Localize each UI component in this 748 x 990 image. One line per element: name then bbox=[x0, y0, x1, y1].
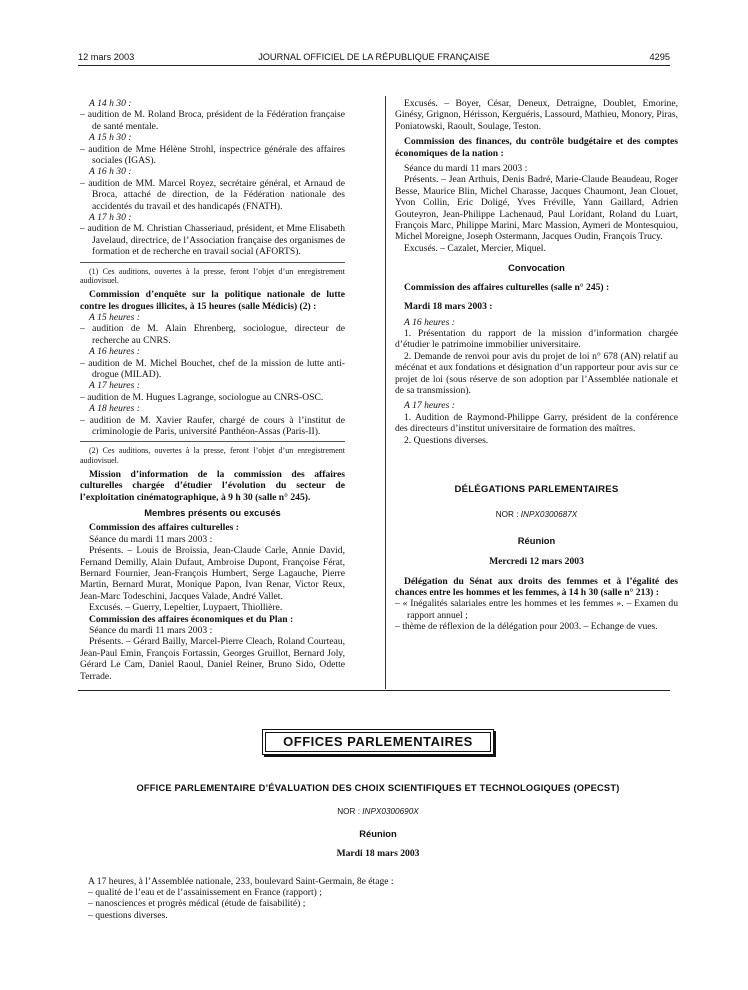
header-date: 12 mars 2003 bbox=[78, 52, 135, 62]
agenda-item: 1. Présentation du rapport de la mission d’information chargée d’étudier le patrimoine immobilier universitaire. bbox=[395, 327, 678, 351]
agenda-item: – audition de M. Christian Chasseriaud, président, et Mme Elisabeth Javelaud, directrice, de l’Association française des organismes de formation et de recherche en travail social (AFORTS). bbox=[80, 223, 345, 258]
mission-title: Mission d’information de la commission des affaires culturelles chargée d’étudier l’évolution du secteur de l’exploitation cinématographique, à 9 h 30 (salle n° 245). bbox=[80, 468, 345, 503]
commission-title: Commission des finances, du contrôle budgétaire et des comptes économiques de la nation : bbox=[395, 136, 678, 159]
agenda-item: – audition de Mme Hélène Strohl, inspectrice générale des affaires sociales (IGAS). bbox=[80, 143, 345, 167]
seance-date: Séance du mardi 11 mars 2003 : bbox=[89, 533, 213, 545]
delegations-heading: DÉLÉGATIONS PARLEMENTAIRES bbox=[454, 483, 619, 495]
agenda-item: – thème de réflexion de la délégation pour 2003. – Echange de vues. bbox=[395, 621, 658, 633]
header-journal-title: JOURNAL OFFICIEL DE LA RÉPUBLIQUE FRANÇAISE bbox=[258, 52, 490, 62]
delegation-title: Délégation du Sénat aux droits des femmes et à l’égalité des chances entre les hommes et les femmes, à 14 h 30 (salle n° 213) : bbox=[395, 575, 678, 598]
reunion-heading: Réunion bbox=[359, 827, 397, 839]
seance-date: Séance du mardi 11 mars 2003 : bbox=[89, 625, 213, 637]
time-label: A 17 h 30 : bbox=[89, 212, 132, 224]
reunion-heading: Réunion bbox=[517, 534, 556, 546]
present-list: Présents. – Gérard Bailly, Marcel-Pierre Cleach, Roland Courteau, Jean-Paul Emin, François Fortassin, Georges Gruillot, Bernard Joly, Gérard Le Cam, Daniel Raoul, Daniel Reiner, Bruno Sido, Odette Terrade. bbox=[80, 636, 345, 682]
offices-heading: OFFICES PARLEMENTAIRES bbox=[265, 732, 491, 752]
time-label: A 17 heures : bbox=[89, 380, 140, 392]
meeting-date: Mercredi 12 mars 2003 bbox=[489, 556, 584, 568]
agenda-item: – audition de M. Roland Broca, président de la Fédération française de santé mentale. bbox=[80, 109, 345, 132]
present-list: Présents. – Louis de Broissia, Jean-Claude Carle, Annie David, Fernand Demilly, Alain Dufaut, Ambroise Dupont, Françoise Férat, Bernard Fournier, Jean-François Humbert, Serge Lagauche, Pierre Martin, Bernard Murat, Monique Papon, Ivan Renar, Victor Reux, Jean-Marc Todeschini, Jacques Valade, André Vallet. bbox=[80, 545, 345, 602]
header-rule bbox=[78, 65, 670, 66]
header-page-number: 4295 bbox=[649, 52, 670, 62]
meeting-location: A 17 heures, à l’Assemblée nationale, 233, boulevard Saint-Germain, 8e étage : bbox=[88, 875, 394, 887]
convocation-heading: Convocation bbox=[508, 262, 565, 274]
agenda-item: – audition de M. Hugues Lagrange, sociologue au CNRS-OSC. bbox=[80, 391, 324, 403]
excused-list: Excusés. – Guerry, Lepeltier, Luypaert, Thiollière. bbox=[89, 602, 283, 614]
right-column bbox=[395, 98, 678, 633]
seance-date: Séance du mardi 11 mars 2003 : bbox=[404, 163, 528, 175]
time-label: A 15 heures : bbox=[89, 311, 140, 323]
left-column bbox=[80, 98, 345, 682]
time-label: A 16 heures : bbox=[404, 316, 455, 328]
agenda-item: 2. Questions diverses. bbox=[404, 434, 489, 446]
agenda-item: – audition de MM. Marcel Royez, secrétaire général, et Arnaud de Broca, attaché de direction, de la Fédération nationale des accidentés du travail et des handicapés (FNATH). bbox=[80, 177, 345, 212]
agenda-item: – questions diverses. bbox=[88, 909, 168, 921]
page-header bbox=[78, 52, 670, 66]
agenda-item: – qualité de l’eau et de l’assainissement en France (rapport) ; bbox=[88, 887, 322, 899]
nor-reference: NOR : INPX0300687X bbox=[495, 510, 578, 520]
column-divider bbox=[385, 96, 386, 689]
commission-title: Commission des affaires culturelles (salle n° 245) : bbox=[404, 281, 610, 293]
excused-list: Excusés. – Boyer, César, Deneux, Detraigne, Doublet, Emorine, Ginésy, Grignon, Hérisson, Kerguéris, Lassourd, Mathieu, Monory, Piras, Poniatowski, Raoult, Soulage, Teston. bbox=[395, 98, 678, 132]
offices-heading-box bbox=[262, 729, 494, 755]
agenda-item: – audition de M. Alain Ehrenberg, sociologue, directeur de recherche au CNRS. bbox=[80, 323, 345, 346]
time-label: A 17 heures : bbox=[404, 400, 455, 412]
members-heading: Membres présents ou excusés bbox=[144, 507, 281, 518]
time-label: A 18 heures : bbox=[89, 403, 140, 415]
opecst-title: OFFICE PARLEMENTAIRE D’ÉVALUATION DES CHOIX SCIENTIFIQUES ET TECHNOLOGIQUES (OPECST) bbox=[136, 783, 620, 793]
section-rule bbox=[78, 690, 670, 691]
commission-title: Commission des affaires économiques et du Plan : bbox=[89, 613, 294, 625]
commission-title: Commission des affaires culturelles : bbox=[89, 522, 239, 534]
meeting-date: Mardi 18 mars 2003 : bbox=[404, 301, 493, 313]
present-list: Présents. – Jean Arthuis, Denis Badré, Marie-Claude Beaudeau, Roger Besse, Maurice Blin, Michel Charasse, Jacques Chaumont, Jean Clouet, Yvon Collin, Eric Doligé, Yves Fréville, Yann Gaillard, Adrien Gouteyron, Jean-Philippe Lachenaud, Paul Loridant, Roland du Luart, François Marc, Philippe Marini, Marc Massion, Aymeri de Montesquiou, Michel Moreigne, Joseph Ostermann, Jacques Oudin, François Trucy. bbox=[395, 174, 678, 243]
excused-list: Excusés. – Cazalet, Mercier, Miquel. bbox=[404, 242, 546, 254]
commission-title: Commission d’enquête sur la politique nationale de lutte contre les drogues illicites, à 15 heures (salle Médicis) (2) : bbox=[80, 289, 345, 312]
footnote-rule bbox=[80, 441, 345, 442]
agenda-item: – nanosciences et progrès médical (étude de faisabilité) ; bbox=[88, 898, 306, 910]
footnote: (2) Ces auditions, ouvertes à la presse, feront l’objet d’un enregistrement audiovisuel. bbox=[80, 446, 345, 465]
agenda-item: 1. Audition de Raymond-Philippe Garry, président de la conférence des directeurs d’institut universitaire de formation des maîtres. bbox=[395, 411, 678, 435]
agenda-item: – audition de M. Xavier Raufer, chargé de cours à l’institut de criminologie de Paris, université Panthéon-Assas (Paris-II). bbox=[80, 414, 345, 437]
footnote: (1) Ces auditions, ouvertes à la presse, feront l’objet d’un enregistrement audiovisuel. bbox=[80, 266, 345, 285]
agenda-item: 2. Demande de renvoi pour avis du projet de loi n° 678 (AN) relatif au mécénat et aux fondations et désignation d’un rapporteur pour avis sur ce projet de loi (sous réserve de son adoption par l’Assemblée nationale et de sa transmission). bbox=[395, 350, 678, 396]
nor-reference: NOR : INPX0300690X bbox=[337, 807, 419, 817]
time-label: A 15 h 30 : bbox=[89, 132, 132, 144]
agenda-item: – « Inégalités salariales entre les hommes et les femmes ». – Examen du rapport annuel ; bbox=[395, 598, 678, 621]
meeting-date: Mardi 18 mars 2003 bbox=[336, 848, 420, 860]
time-label: A 16 heures : bbox=[89, 346, 140, 358]
footnote-rule bbox=[80, 262, 345, 263]
time-label: A 16 h 30 : bbox=[89, 166, 132, 178]
opecst-section bbox=[88, 783, 668, 921]
time-label: A 14 h 30 : bbox=[89, 98, 132, 109]
agenda-item: – audition de M. Michel Bouchet, chef de la mission de lutte anti-drogue (MILAD). bbox=[80, 357, 345, 380]
